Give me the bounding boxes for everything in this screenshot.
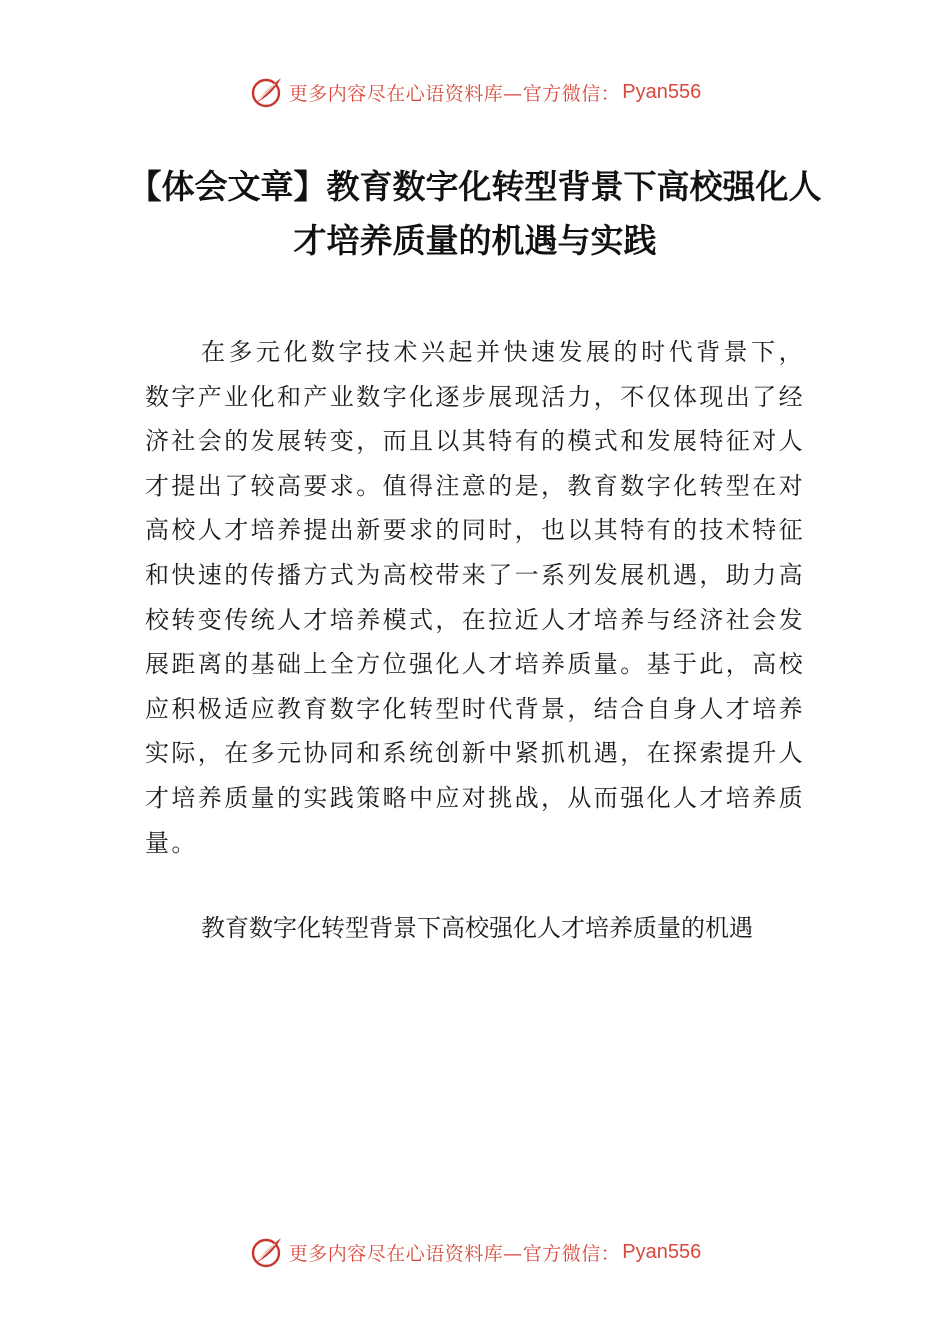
header-watermark <box>0 72 950 112</box>
watermark-handle: Pyan556 <box>622 1240 702 1263</box>
quill-logo-icon <box>249 1234 285 1270</box>
watermark-handle: Pyan556 <box>622 80 702 103</box>
document-title: 【体会文章】教育数字化转型背景下高校强化人才培养质量的机遇与实践 <box>128 167 822 260</box>
section-heading: 教育数字化转型背景下高校强化人才培养质量的机遇 <box>201 914 753 942</box>
intro-paragraph: 在多元化数字技术兴起并快速发展的时代背景下，数字产业化和产业数字化逐步展现活力，不仅体现出了经济社会的发展转变，而且以其特有的模式和发展特征对人才提出了较高要求。值得注意的是，教育数字化转型在对高校人才培养提出新要求的同时，也以其特有的技术特征和快速的传播方式为高校带来了一系列发展机遇，助力高校转变传统人才培养模式，在拉近人才培养与经济社会发展距离的基础上全方位强化人才培养质量。基于此，高校应积极适应教育数字化转型时代背景，结合自身人才培养实际，在多元协同和系统创新中紧抓机遇，在探索提升人才培养质量的实践策略中应对挑战，从而强化人才培养质量。 <box>145 338 805 857</box>
footer-watermark <box>0 1232 950 1272</box>
quill-logo-icon <box>249 74 285 110</box>
watermark-text: 更多内容尽在心语资料库—官方微信： <box>288 1242 621 1265</box>
watermark-text: 更多内容尽在心语资料库—官方微信： <box>288 82 621 105</box>
